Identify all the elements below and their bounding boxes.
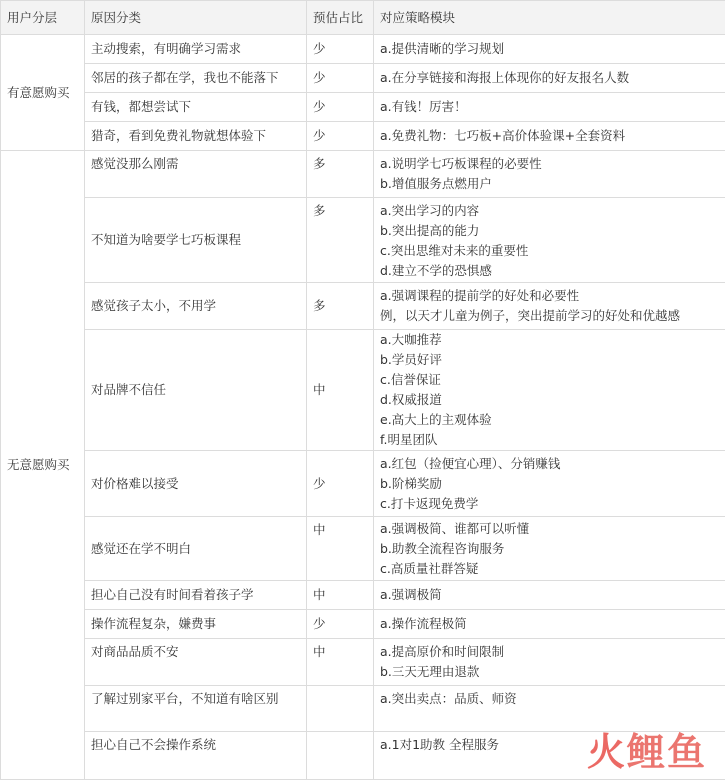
- share-cell: [307, 732, 374, 780]
- strategy-line: a.强调课程的提前学的好处和必要性: [380, 288, 580, 303]
- watermark-char: 鲤: [626, 730, 667, 774]
- share-cell: 少: [307, 35, 374, 64]
- strategy-line: a.大咖推荐: [380, 332, 442, 347]
- strategy-line: f.明星团队: [380, 432, 438, 447]
- header-share: 预估占比: [307, 1, 374, 35]
- table-header-row: [1, 1, 725, 35]
- watermark-char: 火: [586, 730, 627, 774]
- reason-cell: 对价格难以接受: [85, 451, 307, 517]
- reason-cell: 感觉孩子太小，不用学: [85, 283, 307, 330]
- reason-cell: 主动搜索，有明确学习需求: [85, 35, 307, 64]
- watermark-char: 鱼: [666, 730, 707, 774]
- strategy-line: b.阶梯奖励: [380, 475, 442, 491]
- share-cell: 多: [307, 283, 374, 330]
- table-row: [1, 517, 725, 581]
- segment-unwilling: 无意愿购买: [1, 151, 85, 780]
- reason-cell: 操作流程复杂，嫌费事: [85, 610, 307, 639]
- share-cell: 少: [307, 93, 374, 122]
- strategy-cell: [374, 151, 725, 198]
- header-segment: 用户分层: [1, 1, 85, 35]
- strategy-cell: [374, 610, 725, 639]
- header-strategy: 对应策略模块: [374, 1, 725, 35]
- strategy-line: a.红包（捡便宜心理）、分销赚钱: [380, 455, 561, 471]
- segment-willing: 有意愿购买: [1, 35, 85, 151]
- reason-cell: 感觉没那么刚需: [85, 151, 307, 198]
- table-row: [1, 122, 725, 151]
- share-cell: 少: [307, 122, 374, 151]
- table-row: [1, 35, 725, 64]
- strategy-cell: [374, 93, 725, 122]
- strategy-line: a.操作流程极简: [380, 616, 467, 631]
- strategy-line: b.助教全流程咨询服务: [380, 540, 505, 556]
- share-cell: 多: [307, 151, 374, 198]
- strategy-line: a.提高原价和时间限制: [380, 644, 505, 659]
- strategy-cell: [374, 517, 725, 581]
- strategy-line: b.增值服务点燃用户: [380, 176, 492, 191]
- strategy-cell: [374, 330, 725, 451]
- strategy-cell: [374, 283, 725, 330]
- strategy-cell: [374, 581, 725, 610]
- strategy-line: c.突出思维对未来的重要性: [380, 243, 529, 258]
- strategy-line: a.在分享链接和海报上体现你的好友报名人数: [380, 70, 630, 85]
- table-row: [1, 451, 725, 517]
- table-row: [1, 151, 725, 198]
- strategy-line: d.权威报道: [380, 392, 442, 407]
- watermark-logo: [587, 721, 707, 776]
- reason-cell: 感觉还在学不明白: [85, 517, 307, 581]
- share-cell: 中: [307, 581, 374, 610]
- strategy-line: e.高大上的主观体验: [380, 412, 492, 427]
- header-reason: 原因分类: [85, 1, 307, 35]
- reason-cell: 不知道为啥要学七巧板课程: [85, 198, 307, 283]
- strategy-line: a.说明学七巧板课程的必要性: [380, 156, 542, 171]
- table-row: [1, 198, 725, 283]
- table-row: [1, 283, 725, 330]
- share-cell: 多: [307, 198, 374, 283]
- reason-cell: 猎奇，看到免费礼物就想体验下: [85, 122, 307, 151]
- strategy-cell: [374, 639, 725, 686]
- table-row: [1, 93, 725, 122]
- share-cell: [307, 686, 374, 732]
- strategy-line: c.打卡返现免费学: [380, 495, 479, 511]
- strategy-line: c.高质量社群答疑: [380, 560, 479, 576]
- strategy-line: b.突出提高的能力: [380, 223, 480, 238]
- strategy-cell: [374, 64, 725, 93]
- table-row: [1, 581, 725, 610]
- strategy-line: d.建立不学的恐惧感: [380, 263, 492, 278]
- reason-cell: 担心自己没有时间看着孩子学: [85, 581, 307, 610]
- strategy-cell: [374, 451, 725, 517]
- share-cell: 少: [307, 610, 374, 639]
- reason-cell: 对品牌不信任: [85, 330, 307, 451]
- strategy-line: a.强调极简: [380, 587, 442, 602]
- table-row: [1, 610, 725, 639]
- share-cell: 少: [307, 451, 374, 517]
- strategy-line: c.信誉保证: [380, 372, 441, 387]
- strategy-cell: [374, 122, 725, 151]
- reason-cell: 担心自己不会操作系统: [85, 732, 307, 780]
- strategy-cell: [374, 35, 725, 64]
- share-cell: 中: [307, 639, 374, 686]
- strategy-line: a.强调极简、谁都可以听懂: [380, 520, 530, 536]
- table-row: [1, 64, 725, 93]
- share-cell: 中: [307, 517, 374, 581]
- table-row: [1, 330, 725, 451]
- strategy-line: a.突出学习的内容: [380, 203, 480, 218]
- reason-cell: 对商品品质不安: [85, 639, 307, 686]
- strategy-cell: [374, 198, 725, 283]
- strategy-line: a.有钱！厉害！: [380, 99, 467, 114]
- strategy-line: a.免费礼物：七巧板+高价体验课+全套资料: [380, 128, 626, 143]
- strategy-line: b.三天无理由退款: [380, 664, 480, 679]
- table-row: [1, 639, 725, 686]
- reason-cell: 邻居的孩子都在学，我也不能落下: [85, 64, 307, 93]
- share-cell: 中: [307, 330, 374, 451]
- share-cell: 少: [307, 64, 374, 93]
- strategy-line: a.提供清晰的学习规划: [380, 41, 505, 56]
- strategy-line: a.突出卖点：品质、师资: [380, 691, 517, 706]
- reason-cell: 了解过别家平台，不知道有啥区别: [85, 686, 307, 732]
- reason-cell: 有钱，都想尝试下: [85, 93, 307, 122]
- strategy-line: 例，以天才儿童为例子，突出提前学习的好处和优越感: [380, 308, 681, 323]
- strategy-line: a.1对1助教 全程服务: [380, 737, 500, 752]
- strategy-line: b.学员好评: [380, 352, 442, 367]
